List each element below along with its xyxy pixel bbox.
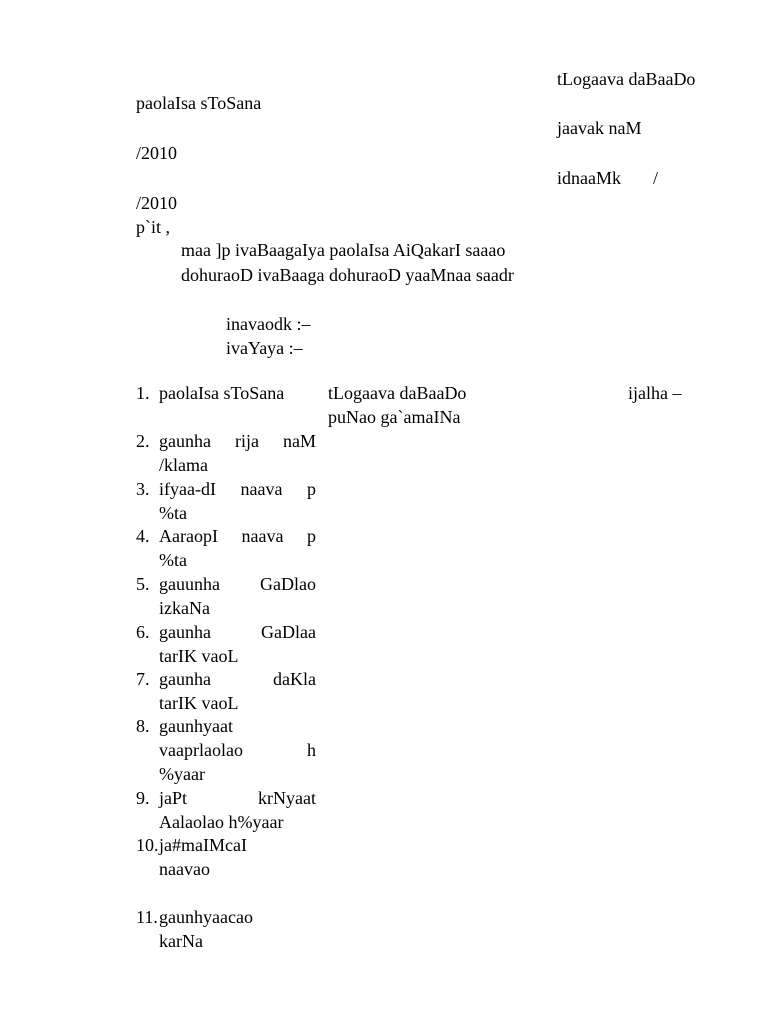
- item-label-word: gaunhyaat: [159, 716, 233, 736]
- item-label-word: krNyaat: [258, 788, 316, 808]
- item-1-district: ijalha –: [628, 383, 682, 403]
- item-label-word: gaunhyaacao: [159, 907, 253, 927]
- item-number: 1.: [136, 383, 150, 403]
- item-label-continuation: /klama: [159, 455, 208, 475]
- item-label-word: naava: [240, 479, 283, 499]
- item-number: 10.: [136, 835, 159, 855]
- outward-number-label: jaavak naM: [557, 118, 642, 138]
- item-label: [159, 833, 316, 881]
- station-name: paolaIsa sToSana: [136, 93, 262, 113]
- item-label-word: gauunha: [159, 574, 220, 594]
- item-label-word: ifyaa-dI: [159, 479, 216, 499]
- item-number: 3.: [136, 479, 150, 499]
- item-label-continuation: karNa: [159, 931, 203, 951]
- office-name: tLogaava daBaaDo: [557, 69, 696, 89]
- item-label-word: daKla: [273, 669, 316, 689]
- item-label: [159, 524, 316, 572]
- item-number: 6.: [136, 622, 150, 642]
- item-label-word: AaraopI: [159, 526, 218, 546]
- item-number: 2.: [136, 431, 150, 451]
- item-label: [159, 477, 316, 525]
- item-label: [159, 905, 316, 953]
- item-label-word: naM: [282, 431, 316, 451]
- item-number: 5.: [136, 574, 150, 594]
- item-label-word: h: [307, 740, 316, 760]
- item-1-office: tLogaava daBaaDo: [328, 383, 467, 403]
- outward-year: /2010: [136, 143, 178, 163]
- item-label-word: gaunha: [159, 622, 211, 642]
- item-label-text: paolaIsa sToSana: [159, 383, 285, 403]
- item-label-word: rija: [234, 431, 259, 451]
- date-year: /2010: [136, 193, 178, 213]
- item-number: 4.: [136, 526, 150, 546]
- item-label-continuation: Aalaolao h%yaar: [159, 812, 284, 832]
- item-label-word: p: [307, 526, 316, 546]
- item-label-word: GaDlao: [260, 574, 316, 594]
- recipient-line-1: maa ]p ivaBaagaIya paolaIsa AiQakarI saaao: [181, 240, 506, 260]
- item-label-continuation: tarIK vaoL: [159, 693, 239, 713]
- item-label-word: gaunha: [159, 669, 211, 689]
- date-slash: /: [653, 168, 659, 188]
- item-label-continuation: %ta: [159, 550, 187, 570]
- item-label: [159, 572, 316, 620]
- item-number: 11.: [136, 907, 158, 927]
- item-1-station: puNao ga`amaINa: [328, 407, 461, 427]
- request-label: inavaodk :–: [226, 314, 311, 334]
- item-label-continuation: %yaar: [159, 764, 205, 784]
- item-label-word: vaaprlaolao: [159, 740, 243, 760]
- item-label-word: ja#maIMcaI: [159, 835, 247, 855]
- item-number: 8.: [136, 716, 150, 736]
- item-label: [159, 667, 316, 715]
- item-label-continuation: %ta: [159, 503, 187, 523]
- recipient-line-2: dohuraoD ivaBaaga dohuraoD yaaMnaa saadr: [181, 265, 514, 285]
- item-label: [159, 429, 316, 477]
- subject-label: ivaYaya :–: [226, 338, 303, 358]
- item-label-word: naava: [241, 526, 284, 546]
- item-label-word: gaunha: [159, 431, 211, 451]
- item-label: [159, 620, 316, 668]
- item-number: 7.: [136, 669, 150, 689]
- item-label-continuation: izkaNa: [159, 598, 210, 618]
- item-number: 9.: [136, 788, 150, 808]
- item-label-word: jaPt: [159, 788, 188, 808]
- item-label: [159, 714, 316, 786]
- item-label-continuation: naavao: [159, 859, 210, 879]
- item-label-word: p: [307, 479, 316, 499]
- item-label-word: GaDlaa: [261, 622, 316, 642]
- recipient-to: p`it ,: [136, 217, 170, 237]
- item-label-continuation: tarIK vaoL: [159, 646, 239, 666]
- item-label: [159, 381, 316, 405]
- date-label: idnaaMk: [557, 168, 621, 188]
- item-label: [159, 786, 316, 834]
